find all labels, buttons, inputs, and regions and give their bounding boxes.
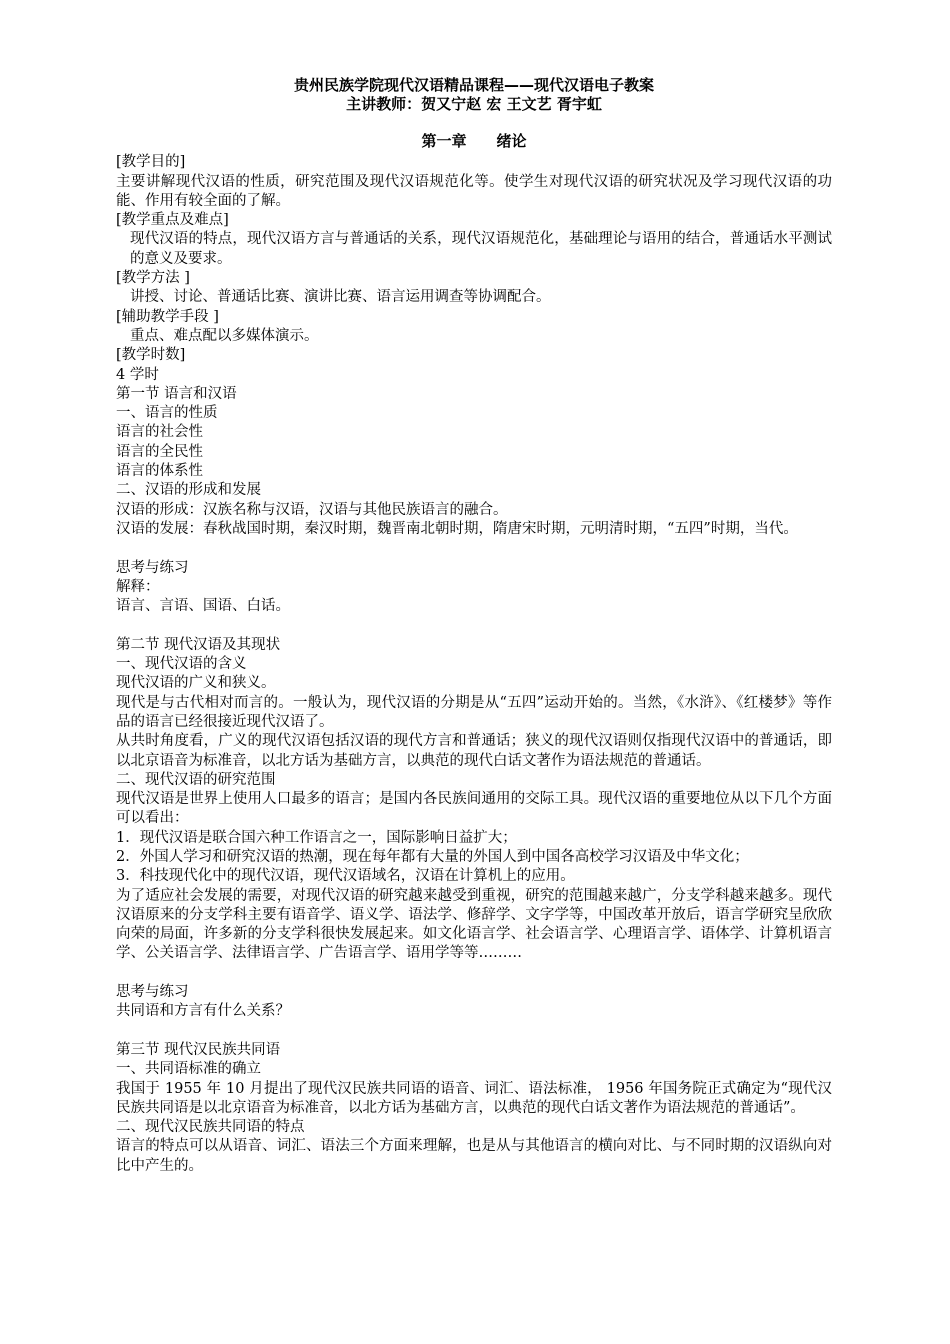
section3-p1: 我国于 1955 年 10 月提出了现代汉民族共同语的语音、词汇、语法标准， 1956 年国务院正式确定为“现代汉民族共同语是以北京语音为标准音，以北方话为基础方言，以典范的现代白话文著作为语法规范的普通话”。: [116, 1080, 832, 1116]
section1-exercise-text: 语言、言语、国语、白话。: [116, 598, 290, 615]
section2-p4: 现代汉语是世界上使用人口最多的语言；是国内各民族间通用的交际工具。现代汉语的重要地位从以下几个方面可以看出：: [116, 791, 832, 827]
section1-item2: 语言的全民性: [116, 443, 203, 460]
document-title: 贵州民族学院现代汉语精品课程——现代汉语电子教案: [293, 76, 654, 94]
spacer: [116, 616, 832, 635]
section3-title: 第三节 现代汉民族共同语: [116, 1041, 281, 1058]
section2-p3: 从共时角度看，广义的现代汉语包括汉语的现代方言和普通话；狭义的现代汉语则仅指现代汉语中的普通话，即以北京语音为标准音，以北方话为基础方言，以典范的现代白话文著作为语法规范的普通话。: [116, 733, 832, 769]
section3-sub1: 一、共同语标准的确立: [116, 1061, 261, 1078]
section1-sub2: 二、汉语的形成和发展: [116, 482, 261, 499]
document-page: [116, 76, 832, 1176]
key-points-heading: [教学重点及难点]: [116, 212, 229, 229]
section2-p5: 1．现代汉语是联合国六种工作语言之一，国际影响日益扩大；: [116, 829, 517, 846]
section1-title: 第一节 语言和汉语: [116, 385, 237, 402]
section2-p8: 为了适应社会发展的需要，对现代汉语的研究越来越受到重视，研究的范围越来越广，分支学科越来越多。现代汉语原来的分支学科主要有语音学、语义学、语法学、修辞学、文字学等，中国改革开放后，语言学研究呈欣欣向荣的局面，许多新的分支学科很快发展起来。如文化语言学、社会语言学、心理语言学、语体学、计算机语言学、公关语言学、法律语言学、广告语言学、语用学等等………: [116, 887, 832, 962]
section2-p6: 2．外国人学习和研究汉语的热潮，现在每年都有大量的外国人到中国各高校学习汉语及中华文化；: [116, 848, 749, 865]
spacer: [116, 1022, 832, 1041]
section1-exercise-label: 解释：: [116, 578, 160, 595]
method-heading: [教学方法 ]: [116, 270, 190, 287]
section2-title: 第二节 现代汉语及其现状: [116, 636, 281, 653]
hours-heading: [教学时数]: [116, 347, 186, 364]
aid-heading: [辅助教学手段 ]: [116, 308, 219, 325]
section2-p1: 现代汉语的广义和狭义。: [116, 675, 276, 692]
section3-p2: 语言的特点可以从语音、词汇、语法三个方面来理解，也是从与其他语言的横向对比、与不同时期的汉语纵向对比中产生的。: [116, 1138, 832, 1174]
section1-item3: 语言的体系性: [116, 463, 203, 480]
section1-development: 汉语的发展：春秋战国时期，秦汉时期，魏晋南北朝时期，隋唐宋时期，元明清时期，“五四”时期，当代。: [116, 520, 798, 537]
section1-formation: 汉语的形成：汉族名称与汉语，汉语与其他民族语言的融合。: [116, 501, 508, 518]
chapter-title: 第一章 绪论: [421, 132, 527, 150]
section1-sub1: 一、语言的性质: [116, 405, 218, 422]
teachers-line: 主讲教师：贺又宁赵 宏 王文艺 胥宇虹: [346, 95, 602, 113]
section2-p7: 3．科技现代化中的现代汉语，现代汉语域名，汉语在计算机上的应用。: [116, 868, 575, 885]
aid-text: 重点、难点配以多媒体演示。: [130, 327, 319, 344]
section2-p2: 现代是与古代相对而言的。一般认为，现代汉语的分期是从“五四”运动开始的。当然，《水浒》、《红楼梦》等作品的语言已经很接近现代汉语了。: [116, 694, 832, 730]
purpose-heading: [教学目的]: [116, 154, 186, 171]
spacer: [116, 964, 832, 983]
spacer: [116, 539, 832, 558]
section2-sub2: 二、现代汉语的研究范围: [116, 771, 276, 788]
method-text: 讲授、讨论、普通话比赛、演讲比赛、语言运用调查等协调配合。: [130, 289, 551, 306]
section1-item1: 语言的社会性: [116, 424, 203, 441]
hours-text: 4 学时: [116, 366, 159, 383]
purpose-text: 主要讲解现代汉语的性质，研究范围及现代汉语规范化等。使学生对现代汉语的研究状况及学习现代汉语的功能、作用有较全面的了解。: [116, 173, 832, 209]
section1-exercise-heading: 思考与练习: [116, 559, 189, 576]
section2-exercise-heading: 思考与练习: [116, 984, 189, 1001]
section3-sub2: 二、现代汉民族共同语的特点: [116, 1119, 305, 1136]
key-points-text: 现代汉语的特点，现代汉语方言与普通话的关系，现代汉语规范化，基础理论与语用的结合，普通话水平测试的意义及要求。: [130, 231, 832, 267]
section2-exercise-text: 共同语和方言有什么关系？: [116, 1003, 290, 1020]
section2-sub1: 一、现代汉语的含义: [116, 656, 247, 673]
